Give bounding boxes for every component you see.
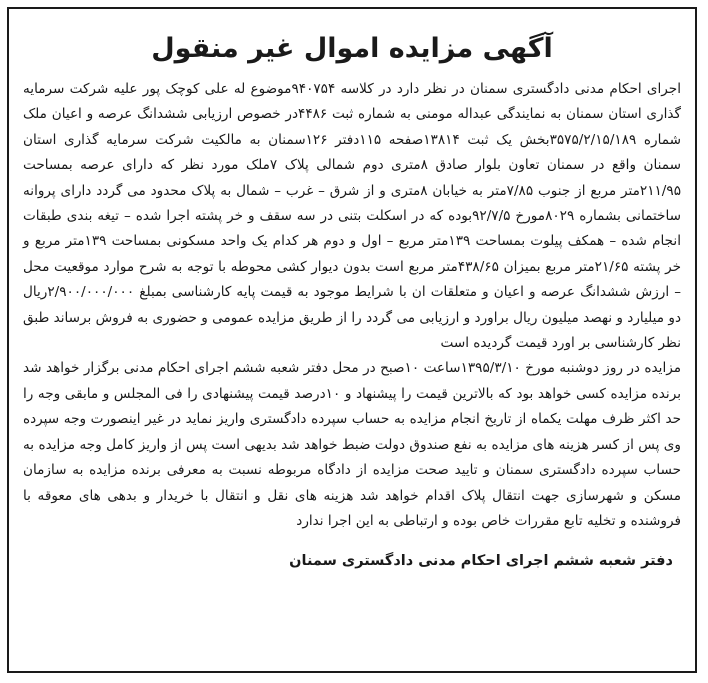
notice-body xyxy=(23,77,681,534)
notice-paragraph-details: اجرای احکام مدنی دادگستری سمنان در نظر دارد در کلاسه ۹۴۰۷۵۴موضوع له علی کوچک پور علیه شرکت سرمایه گذاری استان سمنان به نمایندگی عبداله مومنی به شماره ثبت ۴۴۸۶در خصوص ارزیابی ششدانگ عرصه و اعیان ملک شماره ۳۵۷۵/۲/۱۵/۱۸۹بخش یک ثبت ۱۳۸۱۴صفحه ۱۱۵دفتر ۱۲۶سمنان به مالکیت شرکت سرمایه گذاری استان سمنان واقع در سمنان تعاون بلوار صادق ۸متری دوم شمالی پلاک ۷ملک مورد نظر که دارای عرصه بمساحت ۲۱۱/۹۵متر مربع از جنوب ۷/۸۵متر به خیابان ۸متری و از شرق – غرب – شمال به پلاک محدود می گردد دارای پروانه ساختمانی بشماره ۸۰۲۹مورخ ۹۲/۷/۵بوده که در اسکلت بتنی در سه سقف و خر پشته اجرا شده – تیغه بندی طبقات انجام شده – همکف پیلوت بمساحت ۱۳۹متر مربع – اول و دوم هر کدام یک واحد مسکونی بمساحت ۱۳۹متر مربع و خر پشته ۲۱/۶۵متر مربع بمیزان ۴۳۸/۶۵متر مربع است بدون دیوار کشی محوطه با توجه به شرح موارد موقعیت محل – ارزش ششدانگ عرصه و اعیان و متعلقات ان با شرایط موجود به قیمت پایه کارشناسی بمبلغ ۲/۹۰۰/۰۰۰/۰۰۰ریال دو میلیارد و نهصد میلیون ریال براورد و ارزیابی می گردد را از طریق مزایده عمومی و حضوری به فروش برساند طبق نظر کارشناسی بر اورد قیمت گردیده است xyxy=(23,81,681,352)
auction-notice xyxy=(7,7,697,673)
notice-paragraph-terms: مزایده در روز دوشنبه مورخ ۱۳۹۵/۳/۱۰ساعت ۱۰صبح در محل دفتر شعبه ششم اجرای احکام مدنی برگزار خواهد شد برنده مزایده کسی خواهد بود که بالاترین قیمت را پیشنهاد و ۱۰درصد قیمت پیشنهادی را فی المجلس و مابقی وجه را حد اکثر ظرف مهلت یکماه از تاریخ انجام مزایده به حساب سپرده دادگستری واریز نماید در غیر اینصورت وجه سپرده وی پس از کسر هزینه های مزایده به نفع صندوق دولت ضبط خواهد شد بدیهی است پس از واریز کامل وجه مزایده به حساب سپرده دادگستری سمنان و تایید صحت مزایده از دادگاه مربوطه نسبت به معرفی برنده مزایده به سازمان مسکن و شهرسازی جهت انتقال پلاک اقدام خواهد شد هزینه های نقل و انتقال با خریدار و بدهی های معوقه با فروشنده و تخلیه تابع مقررات خاص بوده و ارتباطی به این اجرا ندارد xyxy=(23,360,682,529)
notice-title: آگهی مزایده اموال غیر منقول xyxy=(151,33,553,64)
notice-signature: دفتر شعبه ششم اجرای احکام مدنی دادگستری سمنان xyxy=(289,553,673,570)
